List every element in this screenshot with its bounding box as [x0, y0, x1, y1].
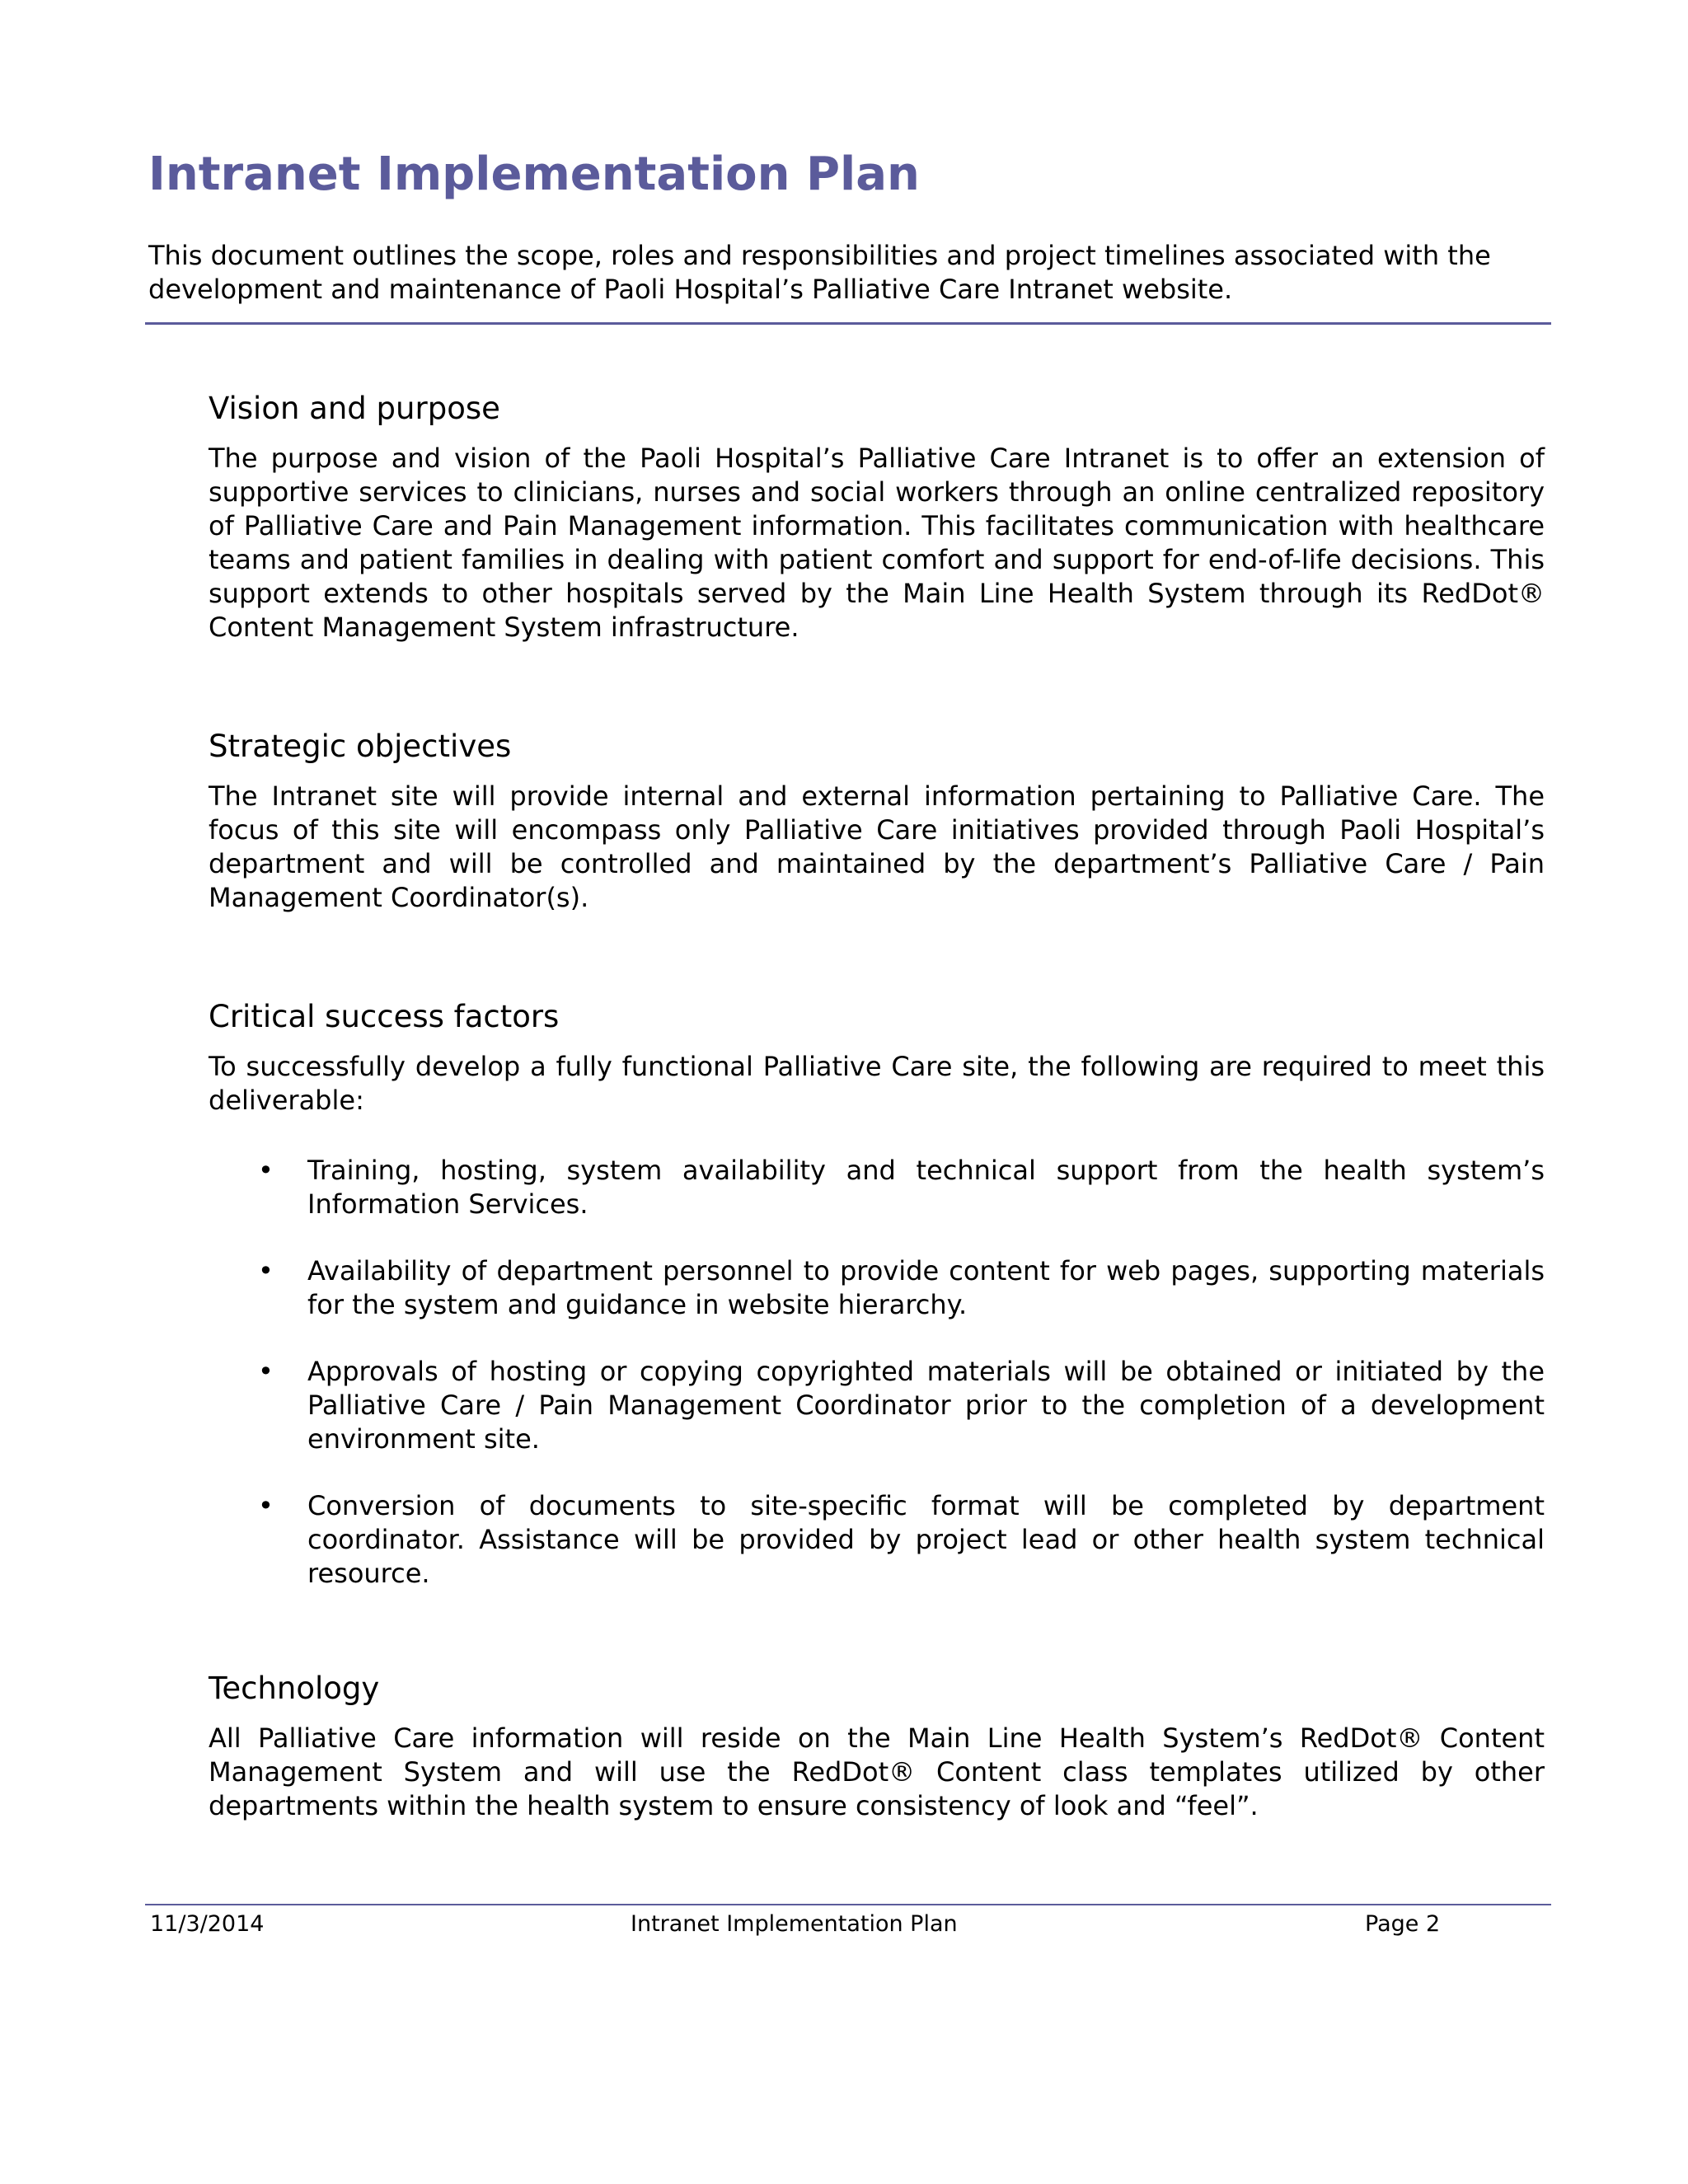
footer-page-number: Page 2: [1365, 1911, 1441, 1937]
bullet-icon: •: [258, 1155, 274, 1186]
bullet-icon: •: [258, 1255, 274, 1286]
critical-heading: Critical success factors: [209, 999, 560, 1034]
critical-bullet-list: [209, 1154, 1545, 1624]
technology-body: All Palliative Care information will reside on the Main Line Health System’s RedDot® Content Management System and will use the RedDot® Content class templates utilized by other departments within the health system to ensure consistency of look and “feel”.: [209, 1722, 1545, 1821]
bullet-item: [209, 1254, 1545, 1322]
document-title: Intranet Implementation Plan: [148, 148, 920, 201]
bullet-text: Conversion of documents to site-specific format will be completed by department coordinator. Assistance will be provided by project lead or other health system technical resource.: [307, 1490, 1545, 1589]
vision-body: The purpose and vision of the Paoli Hospital’s Palliative Care Intranet is to offer an extension of supportive services to clinicians, nurses and social workers through an online centralized repository of Palliative Care and Pain Management information. This facilitates communication with healthcare teams and patient families in dealing with patient comfort and support for end-of-life decisions. This support extends to other hospitals served by the Main Line Health System through its RedDot® Content Management System infrastructure.: [209, 443, 1545, 643]
strategic-body: The Intranet site will provide internal and external information pertaining to Palliative Care. The focus of this site will encompass only Palliative Care initiatives provided through Paoli Hospital’s department and will be controlled and maintained by the department’s Palliative Care / Pain Management Coordinator(s).: [209, 780, 1545, 913]
document-intro: This document outlines the scope, roles and responsibilities and project timelines associated with the development and maintenance of Paoli Hospital’s Palliative Care Intranet website.: [148, 240, 1491, 305]
bullet-item: [209, 1489, 1545, 1591]
bullet-item: [209, 1154, 1545, 1221]
bullet-item: [209, 1355, 1545, 1456]
bullet-icon: •: [258, 1490, 274, 1521]
title-divider: [145, 322, 1551, 325]
strategic-heading: Strategic objectives: [209, 729, 512, 764]
bullet-text: Approvals of hosting or copying copyrighted materials will be obtained or initiated by the Palliative Care / Pain Management Coordinator prior to the completion of a development environment site.: [307, 1356, 1545, 1455]
vision-heading: Vision and purpose: [209, 391, 500, 426]
bullet-text: Training, hosting, system availability and technical support from the health system’s Information Services.: [307, 1155, 1545, 1220]
critical-body: To successfully develop a fully functional Palliative Care site, the following are required to meet this deliverable:: [209, 1051, 1545, 1116]
footer-divider: [145, 1904, 1551, 1905]
bullet-icon: •: [258, 1356, 274, 1387]
footer-title: Intranet Implementation Plan: [631, 1911, 958, 1937]
technology-heading: Technology: [209, 1671, 380, 1706]
bullet-text: Availability of department personnel to provide content for web pages, supporting materials for the system and guidance in website hierarchy.: [307, 1255, 1545, 1320]
footer-date: 11/3/2014: [150, 1911, 265, 1937]
